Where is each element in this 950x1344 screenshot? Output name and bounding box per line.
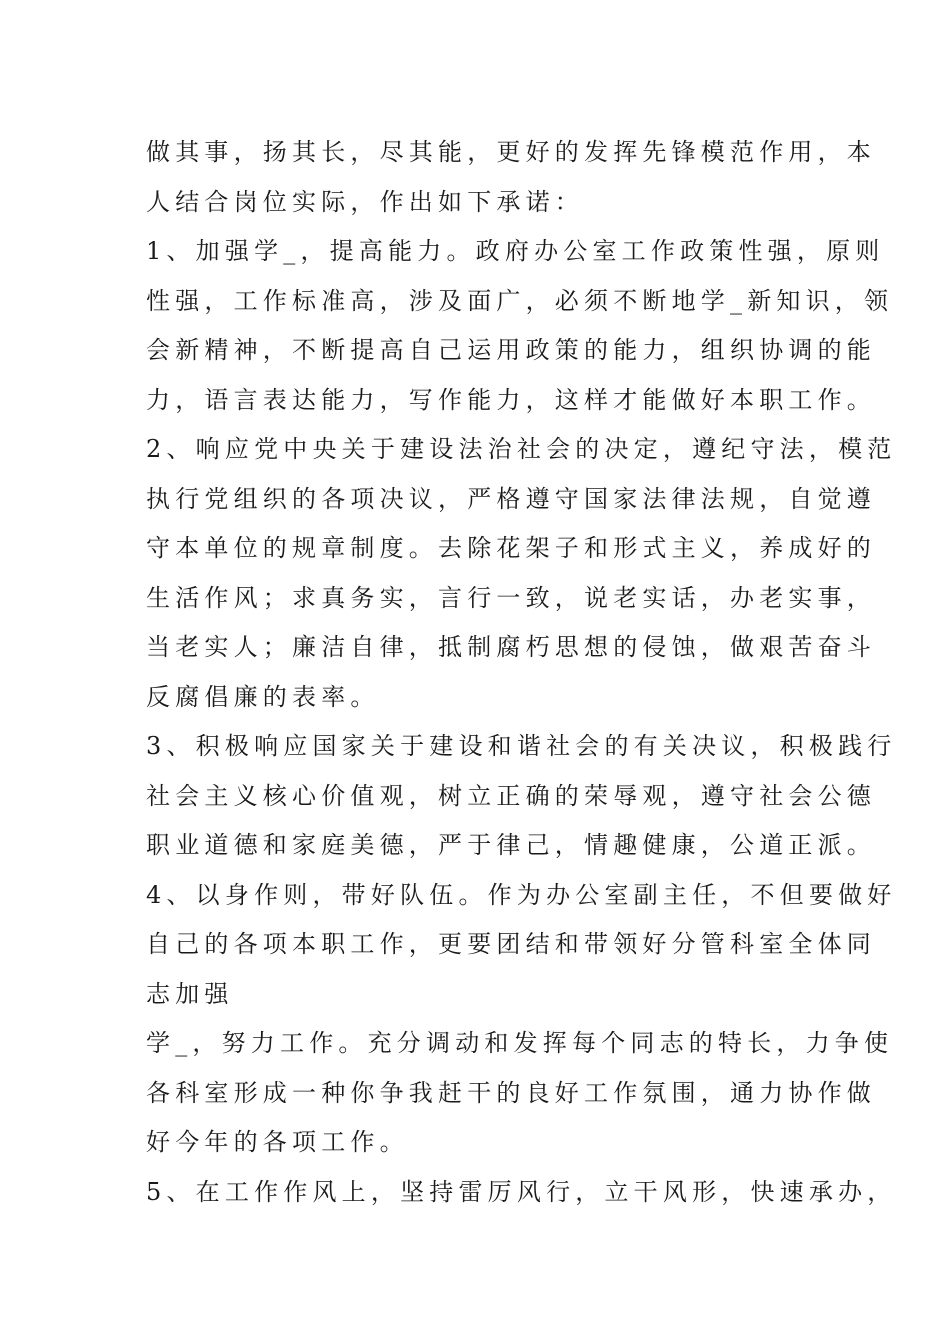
text-line: 职业道德和家庭美德，严于律己，情趣健康，公道正派。 — [146, 831, 876, 859]
text-line: 好今年的各项工作。 — [146, 1128, 409, 1156]
text-line: 5、在工作作风上，坚持雷厉风行，立干风形，快速承办， — [146, 1178, 897, 1206]
text-line: 生活作风；求真务实，言行一致，说老实话，办老实事， — [146, 584, 876, 612]
text-line: 当老实人；廉洁自律，抵制腐朽思想的侵蚀，做艰苦奋斗 — [146, 633, 876, 661]
text-line: 性强，工作标准高，涉及面广，必须不断地学_新知识，领 — [146, 287, 894, 315]
text-line: 执行党组织的各项决议，严格遵守国家法律法规，自觉遵 — [146, 485, 876, 513]
text-line: 社会主义核心价值观，树立正确的荣辱观，遵守社会公德 — [146, 782, 876, 810]
text-line: 力，语言表达能力，写作能力，这样才能做好本职工作。 — [146, 386, 876, 414]
text-line: 志加强 — [146, 980, 234, 1008]
text-line: 3、积极响应国家关于建设和谐社会的有关决议，积极践行 — [146, 732, 897, 760]
text-line: 各科室形成一种你争我赶干的良好工作氛围，通力协作做 — [146, 1079, 876, 1107]
text-line: 2、响应党中央关于建设法治社会的决定，遵纪守法，模范 — [146, 435, 897, 463]
text-line: 4、以身作则，带好队伍。作为办公室副主任，不但要做好 — [146, 881, 897, 909]
text-line: 会新精神，不断提高自己运用政策的能力，组织协调的能 — [146, 336, 876, 364]
text-line: 做其事，扬其长，尽其能，更好的发挥先锋模范作用，本 — [146, 138, 876, 166]
text-line: 自己的各项本职工作，更要团结和带领好分管科室全体同 — [146, 930, 876, 958]
text-line: 1、加强学_，提高能力。政府办公室工作政策性强，原则 — [146, 237, 885, 265]
text-line: 守本单位的规章制度。去除花架子和形式主义，养成好的 — [146, 534, 876, 562]
text-line: 人结合岗位实际，作出如下承诺： — [146, 188, 584, 216]
text-line: 学_，努力工作。充分调动和发挥每个同志的特长，力争使 — [146, 1029, 894, 1057]
text-line: 反腐倡廉的表率。 — [146, 683, 380, 711]
